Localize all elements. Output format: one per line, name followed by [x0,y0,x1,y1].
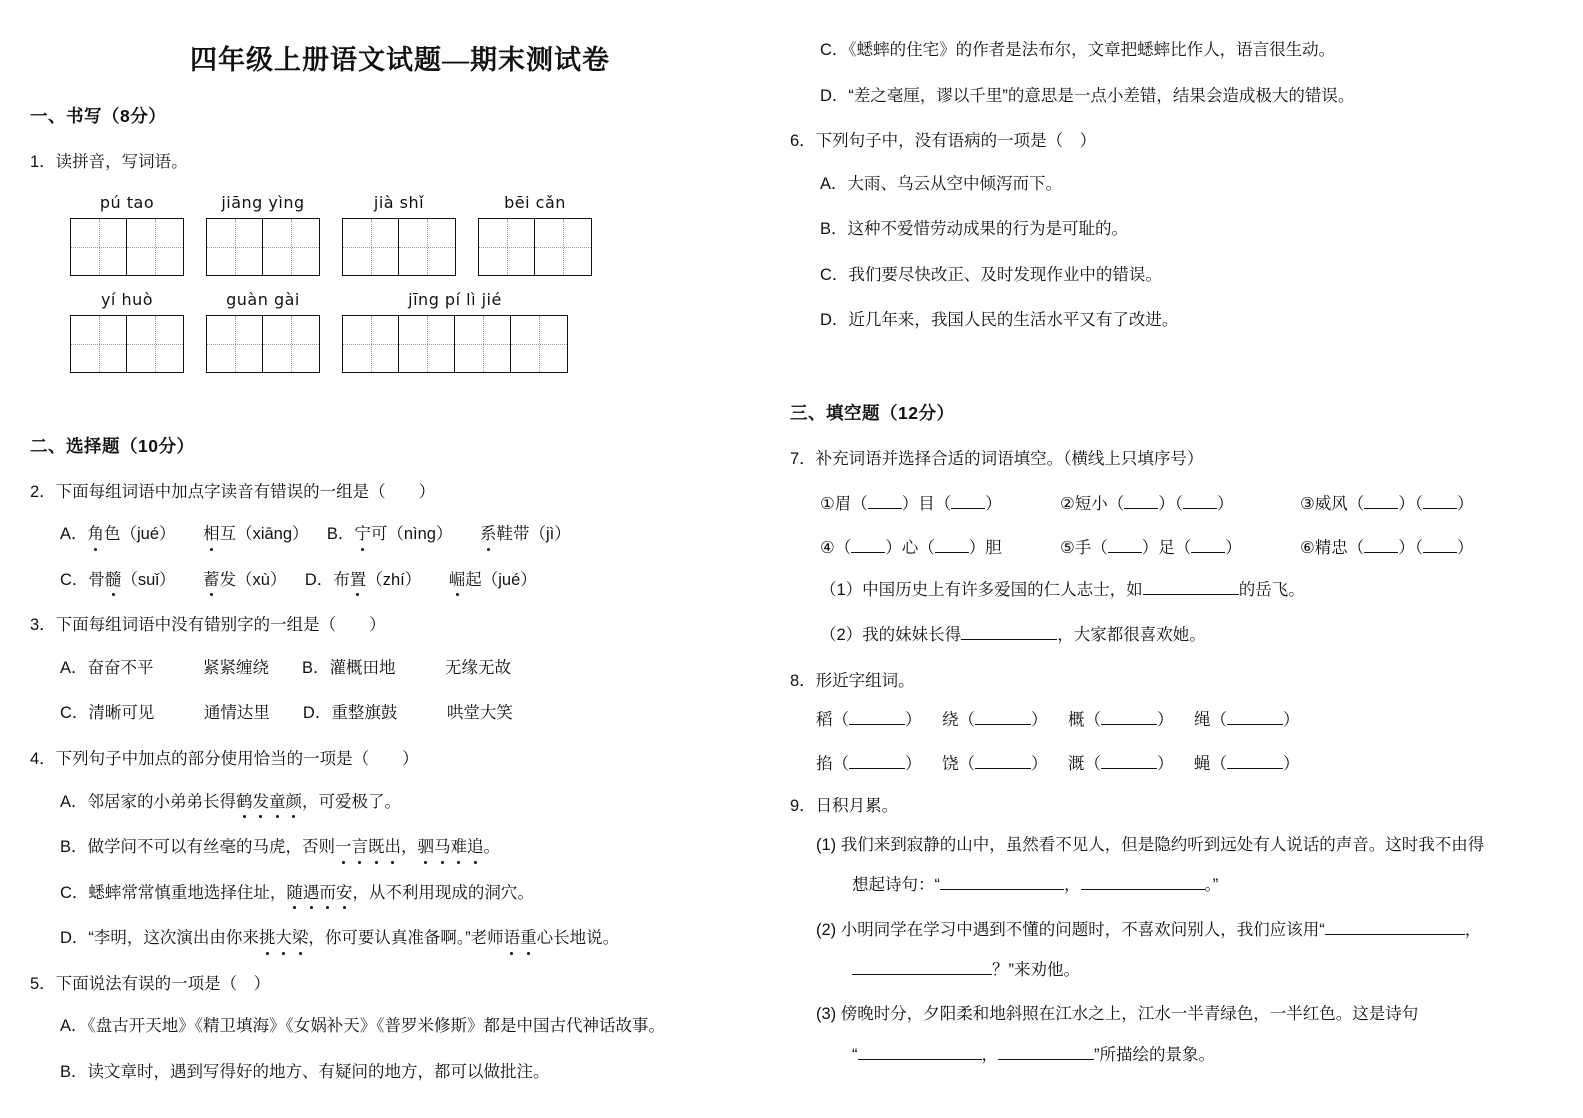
idiom-text: ） [985,494,1002,513]
hanzi-close: ） [905,755,922,774]
dotted-char: 蓄 [203,568,220,594]
dotted-char: 置 [350,568,367,594]
sub-text: （2）我的妹妹长得 [820,626,962,645]
page-title: 四年级上册语文试题—期末测试卷 [190,45,610,75]
hanzi-item[interactable] [942,706,1068,730]
answer-blank[interactable] [1101,768,1157,769]
option-text: D．“李明，这次演出由你来 [60,929,259,948]
hanzi-char: 绕（ [942,711,975,730]
spacer [790,354,1560,400]
option-text: 起（jué） [465,570,537,589]
option-text: 色（jué） [104,525,176,544]
option-row[interactable]: A．奋奋不平 紧紧缠绕 B．灌概田地 无缘无故 [60,658,512,677]
option-row[interactable] [30,790,770,816]
option-text: 可（nìng） [370,525,453,544]
section-heading-2: 二、选择题（10分） [30,435,195,456]
answer-blank[interactable] [998,1059,1094,1060]
idiom-text: ）胆 [968,538,1002,557]
idiom-blank[interactable] [1124,508,1158,509]
idiom-text: ） [1457,538,1474,557]
hanzi-char: 饶（ [942,755,975,774]
pinyin-grid-item [478,193,592,276]
option-text: ，你可要认真准备啊。”老师 [308,929,504,948]
option-label-a: A． [60,525,88,544]
sub-text: ？”来劝他。 [992,960,1080,979]
sub-text: 想起诗句：“ [852,876,940,895]
answer-blank[interactable] [1101,724,1157,725]
pinyin-label: jīng pí lì jié [408,289,502,309]
idiom-blank[interactable] [935,552,969,553]
hanzi-item[interactable] [816,750,942,774]
option-text: 发（xù） [219,570,287,589]
dotted-char: 系 [480,522,497,548]
pinyin-label: jiāng yìng [221,192,305,212]
sub-text: ， [1064,876,1081,895]
pinyin-grid-block [30,193,770,373]
dotted-phrase-a: 鹤发童颜 [236,793,302,811]
pinyin-grid-item [70,193,184,276]
option-text: C．蟋蟀常常慎重地选择住址， [60,883,287,902]
section-heading-3: 三、填空题（12分） [790,402,955,423]
idiom-text: ）（ [1398,494,1424,513]
idiom-text: ④（ [820,538,852,557]
option-text: ，可爱极了。 [302,792,402,811]
hanzi-close: ） [1283,755,1300,774]
question-7-stem: 7．补充词语并选择合适的词语填空。（横线上只填序号） [790,449,1204,468]
tianzige-cell[interactable] [263,316,319,372]
answer-blank[interactable] [849,768,905,769]
pinyin-label: yí huò [100,289,154,309]
answer-blank[interactable] [940,889,1064,890]
tianzige-cell[interactable] [399,316,455,372]
sub-text: 。” [1204,876,1219,895]
answer-blank[interactable] [1325,934,1465,935]
pinyin-grid-item [342,290,568,373]
dotted-char: 崛 [449,568,466,594]
hanzi-close: ） [1283,711,1300,730]
idiom-item[interactable] [1300,490,1474,514]
option-row[interactable]: A．大雨、乌云从空中倾泻而下。 [820,174,1063,193]
hanzi-char: 溉（ [1068,755,1101,774]
idiom-text: ）足（ [1141,538,1192,557]
question-7-sub-1[interactable] [790,578,1560,604]
idiom-text: ） [1457,494,1474,513]
idiom-text: ①眉（ [820,494,868,513]
hanzi-item[interactable] [942,750,1068,774]
idiom-text: ） [1217,494,1234,513]
tianzige-cell[interactable] [455,316,511,372]
tianzige-cell[interactable] [207,219,263,275]
option-text: 鞋带（jì） [496,525,571,544]
question-4-options [30,790,770,952]
tianzige-grid[interactable] [206,218,320,276]
option-text: （zhí） [366,570,422,589]
sub-text: ”所描绘的景象。 [1094,1045,1215,1064]
sub-text: ， [981,1045,998,1064]
dotted-char: 角 [88,522,105,548]
tianzige-cell[interactable] [127,219,183,275]
question-2-options [30,522,770,593]
sub-text: ， [1464,920,1482,939]
dotted-phrase-d2: 语重 [504,929,537,947]
hanzi-close: ） [1031,755,1048,774]
option-row[interactable]: D．近几年来，我国人民的生活水平又有了改进。 [820,311,1179,330]
right-column [790,0,1560,1086]
sub-text: “ [852,1045,858,1064]
tianzige-cell[interactable] [71,316,127,372]
sub-text: 的岳飞。 [1238,580,1305,599]
idiom-blank[interactable] [1364,508,1398,509]
option-label-d: D． [304,570,334,589]
pinyin-grid-row-1 [70,193,770,276]
sub-text: (2) 小明同学在学习中遇到不懂的问题时，不喜欢问别人，我们应该用“ [816,920,1325,939]
sub-text: （1）中国历史上有许多爱国的仁人志士，如 [820,580,1143,599]
question-6-stem: 6．下列句子中，没有语病的一项是（ ） [790,132,1097,151]
tianzige-cell[interactable] [127,316,183,372]
option-text: （suǐ） [121,570,176,589]
idiom-blank[interactable] [1423,552,1457,553]
option-row[interactable] [30,881,770,907]
pinyin-label: guàn gài [226,289,300,309]
option-text: 布 [333,570,350,589]
pinyin-grid-item [70,290,184,373]
answer-blank[interactable] [1081,889,1205,890]
answer-blank[interactable] [961,639,1057,640]
option-row[interactable]: C．我们要尽快改正、及时发现作业中的错误。 [820,265,1162,284]
answer-blank[interactable] [975,768,1031,769]
hanzi-close: ） [905,711,922,730]
sub-text: ，大家都很喜欢她。 [1057,626,1206,645]
spacer [30,387,770,433]
option-text: 心长地说。 [536,929,620,948]
dotted-char: 相 [203,522,220,548]
pinyin-label: pú tao [99,192,155,212]
idiom-blank[interactable] [951,508,985,509]
answer-blank[interactable] [849,724,905,725]
question-9-sub-1: (1) 我们来到寂静的山中，虽然看不见人，但是隐约听到远处有人说话的声音。这时我不由得 [816,835,1485,854]
option-text: A．邻居家的小弟弟长得 [60,792,237,811]
option-row[interactable]: D．“差之毫厘，谬以千里”的意思是一点小差错，结果会造成极大的错误。 [820,86,1355,105]
option-text: B．做学问不可以有丝毫的马虎，否则 [60,838,336,857]
hanzi-char: 稻（ [816,711,849,730]
question-9-sub-2-cont[interactable] [790,957,1560,983]
idiom-text: ） [1225,538,1242,557]
tianzige-grid[interactable] [342,315,568,373]
option-row[interactable] [30,835,770,861]
question-3-options [30,656,770,727]
question-2-stem: 2．下面每组词语中加点字读音有错误的一组是（ ） [30,482,436,501]
idiom-blank[interactable] [1364,552,1398,553]
hanzi-close: ） [1157,711,1174,730]
idiom-text: ）（ [1158,494,1184,513]
pinyin-label: jià shǐ [373,192,425,212]
question-9-sub-2[interactable] [790,917,1560,943]
idiom-blank[interactable] [851,552,885,553]
dotted-phrase-d: 挑大梁 [259,929,309,947]
idiom-item[interactable] [820,534,1060,558]
hanzi-item[interactable] [816,706,942,730]
option-row[interactable] [30,522,770,548]
idiom-blank[interactable] [1183,508,1217,509]
question-8-stem: 8．形近字组词。 [790,671,915,690]
question-9-sub-1-blanks[interactable] [790,872,1560,898]
dotted-char: 髓 [105,568,122,594]
tianzige-grid[interactable] [478,218,592,276]
pinyin-grid-row-2 [70,290,770,373]
question-5-stem: 5．下面说法有误的一项是（ ） [30,974,271,993]
tianzige-cell[interactable] [343,316,399,372]
idiom-item[interactable] [1300,534,1474,558]
pinyin-label: bēi cǎn [504,192,566,212]
dotted-phrase-b: 一言既出，驷马难追 [335,838,484,856]
answer-blank[interactable] [1227,768,1283,769]
answer-blank[interactable] [852,974,992,975]
option-row[interactable]: A．《盘古开天地》《精卫填海》《女娲补天》《普罗米修斯》都是中国古代神话故事。 [60,1017,666,1036]
hanzi-char: 概（ [1068,711,1101,730]
hanzi-close: ） [1157,755,1174,774]
hanzi-item[interactable] [1068,750,1194,774]
option-label-c: C． [60,570,89,589]
option-row[interactable] [30,568,770,594]
idiom-item[interactable] [1060,490,1300,514]
hanzi-char: 蝇（ [1194,755,1227,774]
question-7-sub-2[interactable] [790,623,1560,649]
idiom-text: ⑥精忠（ [1300,538,1365,557]
hanzi-row-2 [790,750,1560,774]
option-text: 骨 [88,570,105,589]
idiom-blank[interactable] [1423,508,1457,509]
option-row[interactable]: C．清晰可见 通情达里 D．重整旗鼓 哄堂大笑 [60,704,513,723]
option-label-b: B． [326,525,355,544]
tianzige-cell[interactable] [479,219,535,275]
section-heading-1: 一、书写（8分） [30,106,167,126]
idiom-text: ）（ [1398,538,1424,557]
question-4-stem: 4．下列句子中加点的部分使用恰当的一项是（ ） [30,749,419,768]
question-9-stem: 9．日积月累。 [790,797,899,816]
left-column [30,0,770,1105]
idiom-item[interactable] [1060,534,1300,558]
question-1-stem: 1．读拼音，写词语。 [30,153,188,171]
idiom-text: ）目（ [901,494,952,513]
option-row[interactable] [30,926,770,952]
idiom-text: ）心（ [885,538,935,557]
tianzige-cell[interactable] [399,219,455,275]
tianzige-cell[interactable] [535,219,591,275]
question-9-sub-3-blanks[interactable] [790,1042,1560,1068]
answer-blank[interactable] [1143,594,1239,595]
tianzige-cell[interactable] [511,316,567,372]
idiom-row-1 [790,490,1560,514]
hanzi-item[interactable] [1194,750,1300,774]
hanzi-char: 绳（ [1194,711,1227,730]
question-5-options-left [30,1014,770,1085]
answer-blank[interactable] [1227,724,1283,725]
hanzi-row-1 [790,706,1560,730]
dotted-char: 宁 [354,522,371,548]
option-text: 互（xiāng） [219,525,309,544]
idiom-text: ③威风（ [1300,494,1365,513]
idiom-row-2 [790,534,1560,558]
tianzige-cell[interactable] [343,219,399,275]
hanzi-item[interactable] [1194,706,1300,730]
tianzige-cell[interactable] [207,316,263,372]
answer-blank[interactable] [975,724,1031,725]
pinyin-grid-item [206,193,320,276]
idiom-blank[interactable] [868,508,902,509]
tianzige-grid[interactable] [70,218,184,276]
option-row[interactable]: B．读文章时，遇到写得好的地方、有疑问的地方，都可以做批注。 [60,1062,550,1081]
dotted-phrase-c: 随遇而安 [286,884,352,902]
hanzi-close: ） [1031,711,1048,730]
tianzige-grid[interactable] [206,315,320,373]
question-3-stem: 3．下面每组词语中没有错别字的一组是（ ） [30,616,386,635]
idiom-text: ②短小（ [1060,494,1125,513]
idiom-blank[interactable] [1108,552,1142,553]
pinyin-grid-item [342,193,456,276]
idiom-blank[interactable] [1191,552,1225,553]
pinyin-grid-item [206,290,320,373]
tianzige-grid[interactable] [70,315,184,373]
idiom-item[interactable] [820,490,1060,514]
option-row[interactable]: B．这种不爱惜劳动成果的行为是可耻的。 [820,220,1129,239]
hanzi-item[interactable] [1068,706,1194,730]
question-6-options [790,172,1560,334]
answer-blank[interactable] [858,1059,982,1060]
hanzi-char: 掐（ [816,755,849,774]
option-text: ，从不利用现成的洞穴。 [352,883,534,902]
question-9-sub-3: (3) 傍晚时分，夕阳柔和地斜照在江水之上，江水一半青绿色，一半红色。这是诗句 [816,1005,1419,1024]
idiom-text: ⑤手（ [1060,538,1108,557]
option-row[interactable]: C．《蟋蟀的住宅》的作者是法布尔，文章把蟋蟀比作人，语言很生动。 [820,41,1336,59]
question-5-options-right [790,38,1560,109]
tianzige-grid[interactable] [342,218,456,276]
tianzige-cell[interactable] [263,219,319,275]
option-text: 。 [483,838,501,857]
tianzige-cell[interactable] [71,219,127,275]
